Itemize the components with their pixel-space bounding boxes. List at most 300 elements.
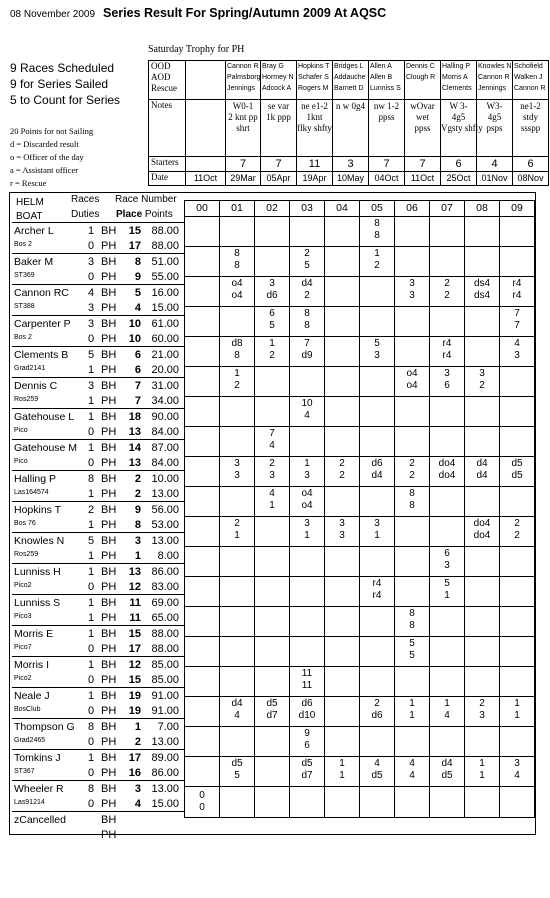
ph-result: 2 bbox=[514, 530, 520, 541]
helm-name: Knowles N bbox=[14, 535, 65, 547]
legend-rescue: r = Rescue bbox=[10, 178, 47, 188]
result-row bbox=[185, 637, 535, 667]
fleet-bh: BH bbox=[101, 256, 117, 268]
result-cell bbox=[290, 607, 325, 637]
bh-points: 16.00 bbox=[151, 287, 179, 299]
ph-result: 3 bbox=[234, 470, 240, 481]
result-cell bbox=[185, 457, 220, 487]
bh-result: 2 bbox=[234, 518, 240, 529]
races-count: 1 bbox=[88, 597, 95, 609]
result-cell bbox=[465, 757, 500, 787]
date-race-9: 08Nov bbox=[513, 172, 549, 186]
result-cell bbox=[185, 427, 220, 457]
result-cell bbox=[220, 727, 255, 757]
result-cell bbox=[290, 697, 325, 727]
boat-id: Ros259 bbox=[14, 396, 39, 403]
result-cell bbox=[500, 247, 535, 277]
bh-place: 13 bbox=[128, 566, 141, 578]
ph-result: 2 bbox=[339, 470, 345, 481]
notes-race-5: nw 1-2 ppss bbox=[369, 100, 405, 157]
race-number-8: 08 bbox=[465, 201, 500, 217]
starters-race-6: 7 bbox=[405, 157, 441, 172]
bh-result: d6 bbox=[371, 458, 383, 469]
result-cell bbox=[360, 217, 395, 247]
boat-id: ST369 bbox=[14, 272, 35, 279]
result-cell bbox=[430, 337, 465, 367]
result-cell bbox=[255, 427, 290, 457]
fleet-ph: PH bbox=[101, 333, 117, 345]
bh-result: 2 bbox=[409, 458, 415, 469]
result-cell bbox=[255, 277, 290, 307]
result-cell bbox=[395, 667, 430, 697]
result-cell bbox=[500, 547, 535, 577]
fleet-ph: PH bbox=[101, 674, 117, 686]
fleet-ph: PH bbox=[101, 240, 117, 252]
result-cell bbox=[430, 727, 465, 757]
bh-points: 89.00 bbox=[151, 752, 179, 764]
races-count: 5 bbox=[88, 535, 95, 547]
result-cell bbox=[255, 637, 290, 667]
starters-race-4: 3 bbox=[333, 157, 369, 172]
ph-result: 1 bbox=[374, 530, 380, 541]
ph-result: 6 bbox=[444, 380, 450, 391]
ph-result: 4 bbox=[514, 770, 520, 781]
bh-result: d4 bbox=[476, 458, 488, 469]
duties-count: 0 bbox=[88, 333, 95, 345]
ph-place: 2 bbox=[134, 488, 141, 500]
result-cell bbox=[430, 457, 465, 487]
ph-points: 86.00 bbox=[151, 767, 179, 779]
bh-points: 87.00 bbox=[151, 442, 179, 454]
fleet-ph: PH bbox=[101, 643, 117, 655]
fleet-bh: BH bbox=[101, 597, 117, 609]
ph-result: 3 bbox=[374, 350, 380, 361]
bh-result: 1 bbox=[479, 758, 485, 769]
races-count: 2 bbox=[88, 504, 95, 516]
result-cell bbox=[430, 427, 465, 457]
competitor-row bbox=[12, 719, 184, 749]
legend-not-sailing: 20 Points for not Sailing bbox=[10, 126, 94, 136]
result-cell bbox=[500, 457, 535, 487]
result-cell bbox=[220, 457, 255, 487]
duties-count: 1 bbox=[88, 488, 95, 500]
result-cell bbox=[430, 787, 465, 818]
ph-place: 17 bbox=[128, 643, 141, 655]
ph-place: 10 bbox=[128, 333, 141, 345]
page-title: Series Result For Spring/Autumn 2009 At AQSC bbox=[103, 6, 387, 20]
fleet-ph: PH bbox=[101, 519, 117, 531]
boat-header: BOAT bbox=[16, 211, 43, 222]
races-count: 3 bbox=[88, 256, 95, 268]
result-cell bbox=[220, 517, 255, 547]
fleet-ph: PH bbox=[101, 550, 117, 562]
ph-result: 1 bbox=[409, 710, 415, 721]
result-cell bbox=[395, 487, 430, 517]
officers-race-0 bbox=[186, 61, 226, 100]
fleet-bh: BH bbox=[101, 287, 117, 299]
result-cell bbox=[325, 277, 360, 307]
starters-race-2: 7 bbox=[261, 157, 297, 172]
bh-result: o4 bbox=[406, 368, 418, 379]
notes-label: Notes bbox=[149, 100, 186, 157]
notes-race-0 bbox=[186, 100, 226, 157]
result-row bbox=[185, 367, 535, 397]
bh-place: 18 bbox=[128, 411, 141, 423]
bh-place: 19 bbox=[128, 690, 141, 702]
helm-name: Halling P bbox=[14, 473, 57, 485]
bh-result: d5 bbox=[511, 458, 523, 469]
ph-points: 15.00 bbox=[151, 302, 179, 314]
result-cell bbox=[220, 307, 255, 337]
result-cell bbox=[220, 397, 255, 427]
ph-points: 20.00 bbox=[151, 364, 179, 376]
race-number-4: 04 bbox=[325, 201, 360, 217]
bh-result: d5 bbox=[231, 758, 243, 769]
result-cell bbox=[255, 367, 290, 397]
bh-result: 2 bbox=[444, 278, 450, 289]
ph-place: 12 bbox=[128, 581, 141, 593]
legend-assistant: a = Assistant officer bbox=[10, 165, 79, 175]
ph-place: 8 bbox=[134, 519, 141, 531]
races-count: 1 bbox=[88, 566, 95, 578]
result-cell bbox=[430, 487, 465, 517]
bh-result: 1 bbox=[269, 338, 275, 349]
result-cell bbox=[255, 307, 290, 337]
result-row bbox=[185, 757, 535, 787]
duties-count: 1 bbox=[88, 395, 95, 407]
bh-place: 7 bbox=[134, 380, 141, 392]
result-cell bbox=[325, 427, 360, 457]
duties-count: 1 bbox=[88, 364, 95, 376]
result-cell bbox=[290, 247, 325, 277]
fleet-bh: BH bbox=[101, 659, 117, 671]
bh-result: d5 bbox=[266, 698, 278, 709]
bh-result: 5 bbox=[374, 338, 380, 349]
result-cell bbox=[430, 607, 465, 637]
result-cell bbox=[360, 277, 395, 307]
helm-header: HELM bbox=[16, 197, 44, 208]
result-cell bbox=[325, 787, 360, 818]
result-cell bbox=[500, 337, 535, 367]
races-to-count: 5 to Count for Series bbox=[10, 93, 121, 107]
bh-result: ds4 bbox=[473, 278, 491, 289]
races-count: 1 bbox=[88, 659, 95, 671]
races-count: 5 bbox=[88, 349, 95, 361]
fleet-bh: BH bbox=[101, 814, 117, 826]
legend-officer: o = Officer of the day bbox=[10, 152, 84, 162]
ph-result: 4 bbox=[304, 410, 310, 421]
races-count: 1 bbox=[88, 628, 95, 640]
ph-points: 34.00 bbox=[151, 395, 179, 407]
bh-result: 3 bbox=[514, 758, 520, 769]
result-cell bbox=[290, 457, 325, 487]
bh-result: d5 bbox=[301, 758, 313, 769]
ph-place: 6 bbox=[134, 364, 141, 376]
result-cell bbox=[220, 337, 255, 367]
notes-race-1: W0-1 2 knt pp shrt bbox=[226, 100, 261, 157]
result-cell bbox=[395, 697, 430, 727]
result-cell bbox=[500, 397, 535, 427]
result-cell bbox=[325, 577, 360, 607]
result-row bbox=[185, 577, 535, 607]
result-cell bbox=[465, 547, 500, 577]
starters-race-3: 11 bbox=[297, 157, 333, 172]
result-cell bbox=[255, 547, 290, 577]
ph-result: 1 bbox=[514, 710, 520, 721]
result-cell bbox=[360, 517, 395, 547]
result-cell bbox=[465, 697, 500, 727]
bh-result: 8 bbox=[304, 308, 310, 319]
result-cell bbox=[255, 517, 290, 547]
boat-id: Ros259 bbox=[14, 551, 39, 558]
result-cell bbox=[325, 367, 360, 397]
bh-result: 1 bbox=[339, 758, 345, 769]
result-cell bbox=[185, 637, 220, 667]
notes-race-9: ne1-2 stdy ssspp bbox=[513, 100, 549, 157]
bh-result: 3 bbox=[444, 368, 450, 379]
bh-result: 4 bbox=[269, 488, 275, 499]
result-cell bbox=[430, 277, 465, 307]
race-number-5: 05 bbox=[360, 201, 395, 217]
result-cell bbox=[430, 667, 465, 697]
duties-count: 3 bbox=[88, 302, 95, 314]
date-race-5: 04Oct bbox=[369, 172, 405, 186]
duties-count: 0 bbox=[88, 798, 95, 810]
ph-result: 2 bbox=[234, 380, 240, 391]
result-cell bbox=[255, 577, 290, 607]
result-cell bbox=[325, 457, 360, 487]
race-number-6: 06 bbox=[395, 201, 430, 217]
result-cell bbox=[430, 367, 465, 397]
result-cell bbox=[360, 247, 395, 277]
ph-result: 5 bbox=[234, 770, 240, 781]
races-count: 8 bbox=[88, 721, 95, 733]
result-cell bbox=[430, 307, 465, 337]
starters-race-1: 7 bbox=[226, 157, 261, 172]
result-cell bbox=[500, 697, 535, 727]
ph-place: 13 bbox=[128, 457, 141, 469]
duties-count: 1 bbox=[88, 612, 95, 624]
result-cell bbox=[290, 637, 325, 667]
ph-points: 91.00 bbox=[151, 705, 179, 717]
bh-points: 86.00 bbox=[151, 566, 179, 578]
ph-result: 3 bbox=[339, 530, 345, 541]
bh-result: 3 bbox=[304, 518, 310, 529]
bh-result: 2 bbox=[269, 458, 275, 469]
bh-result: 3 bbox=[269, 278, 275, 289]
officers-race-3: Hopkins T Schafer S Rogers M bbox=[297, 61, 333, 100]
result-row bbox=[185, 517, 535, 547]
bh-result: 2 bbox=[339, 458, 345, 469]
bh-result: 7 bbox=[304, 338, 310, 349]
result-cell bbox=[500, 487, 535, 517]
result-cell bbox=[325, 517, 360, 547]
fleet-bh: BH bbox=[101, 690, 117, 702]
result-cell bbox=[220, 367, 255, 397]
date-race-8: 01Nov bbox=[477, 172, 513, 186]
result-cell bbox=[220, 487, 255, 517]
result-cell bbox=[360, 697, 395, 727]
result-cell bbox=[500, 427, 535, 457]
bh-points: 88.00 bbox=[151, 628, 179, 640]
result-row bbox=[185, 217, 535, 247]
competitor-row bbox=[12, 781, 184, 811]
result-cell bbox=[290, 577, 325, 607]
starters-race-8: 4 bbox=[477, 157, 513, 172]
helm-name: Carpenter P bbox=[14, 318, 71, 330]
bh-points: 85.00 bbox=[151, 659, 179, 671]
races-count: 1 bbox=[88, 411, 95, 423]
result-cell bbox=[395, 787, 430, 818]
result-cell bbox=[185, 337, 220, 367]
ph-result: 8 bbox=[234, 260, 240, 271]
duties-count: 0 bbox=[88, 271, 95, 283]
ph-points: 55.00 bbox=[151, 271, 179, 283]
date-race-1: 29Mar bbox=[226, 172, 261, 186]
fleet-bh: BH bbox=[101, 628, 117, 640]
date-race-3: 19Apr bbox=[297, 172, 333, 186]
fleet-ph: PH bbox=[101, 457, 117, 469]
starters-race-9: 6 bbox=[513, 157, 549, 172]
result-cell bbox=[290, 667, 325, 697]
result-cell bbox=[185, 787, 220, 818]
starters-race-0 bbox=[186, 157, 226, 172]
bh-points: 10.00 bbox=[151, 473, 179, 485]
bh-result: 1 bbox=[514, 698, 520, 709]
result-cell bbox=[500, 367, 535, 397]
result-cell bbox=[185, 607, 220, 637]
helm-name: Lunniss H bbox=[14, 566, 61, 578]
ph-place: 13 bbox=[128, 426, 141, 438]
result-cell bbox=[290, 427, 325, 457]
helm-name: Neale J bbox=[14, 690, 50, 702]
ph-place: 1 bbox=[134, 550, 141, 562]
result-row bbox=[185, 697, 535, 727]
ph-result: o4 bbox=[406, 380, 418, 391]
result-cell bbox=[465, 397, 500, 427]
trophy-name: Saturday Trophy for PH bbox=[148, 44, 245, 55]
date-race-6: 11Oct bbox=[405, 172, 441, 186]
bh-place: 15 bbox=[128, 225, 141, 237]
officers-race-2: Bray G Hormey N Adcock A bbox=[261, 61, 297, 100]
legend-discarded: d = Discarded result bbox=[10, 139, 79, 149]
result-cell bbox=[360, 397, 395, 427]
ph-result: 3 bbox=[409, 290, 415, 301]
ph-result: 4 bbox=[444, 710, 450, 721]
result-cell bbox=[360, 427, 395, 457]
bh-points: 7.00 bbox=[157, 721, 179, 733]
competitor-row bbox=[12, 657, 184, 687]
result-cell bbox=[395, 517, 430, 547]
result-cell bbox=[185, 547, 220, 577]
result-cell bbox=[430, 397, 465, 427]
ph-result: 1 bbox=[269, 500, 275, 511]
bh-place: 14 bbox=[128, 442, 141, 454]
competitor-row bbox=[12, 223, 184, 253]
result-cell bbox=[255, 667, 290, 697]
bh-place: 11 bbox=[129, 597, 141, 609]
ph-result: 8 bbox=[234, 350, 240, 361]
ph-result: 2 bbox=[374, 260, 380, 271]
result-cell bbox=[325, 217, 360, 247]
duties-count: 1 bbox=[88, 519, 95, 531]
result-cell bbox=[220, 697, 255, 727]
result-cell bbox=[290, 307, 325, 337]
races-header: Races bbox=[71, 194, 100, 205]
result-cell bbox=[395, 367, 430, 397]
bh-result: 2 bbox=[304, 248, 310, 259]
ph-result: 3 bbox=[269, 470, 275, 481]
result-cell bbox=[430, 577, 465, 607]
races-scheduled: 9 Races Scheduled bbox=[10, 61, 115, 75]
cancelled-row bbox=[185, 787, 535, 818]
helm-name: Archer L bbox=[14, 225, 54, 237]
bh-result: 5 bbox=[409, 638, 415, 649]
competitor-row bbox=[12, 688, 184, 718]
result-cell bbox=[220, 787, 255, 818]
bh-result: 4 bbox=[409, 758, 415, 769]
bh-place: 2 bbox=[134, 473, 141, 485]
result-cell bbox=[500, 517, 535, 547]
result-cell bbox=[290, 487, 325, 517]
result-cell bbox=[500, 307, 535, 337]
ph-points: 53.00 bbox=[151, 519, 179, 531]
result-cell bbox=[465, 607, 500, 637]
ph-points: 88.00 bbox=[151, 240, 179, 252]
bh-result: 2 bbox=[479, 698, 485, 709]
result-cell bbox=[465, 637, 500, 667]
ph-place: 17 bbox=[128, 240, 141, 252]
date-label: Date bbox=[149, 172, 186, 186]
result-cell bbox=[185, 577, 220, 607]
helm-name: Morris E bbox=[14, 628, 54, 640]
ph-result: 4 bbox=[269, 440, 275, 451]
result-cell bbox=[220, 547, 255, 577]
date-race-2: 05Apr bbox=[261, 172, 297, 186]
bh-points: 21.00 bbox=[151, 349, 179, 361]
ph-result: r4 bbox=[512, 290, 522, 301]
fleet-bh: BH bbox=[101, 566, 117, 578]
result-cell bbox=[325, 547, 360, 577]
result-cell bbox=[185, 727, 220, 757]
ph-result: 1 bbox=[479, 770, 485, 781]
result-cell bbox=[220, 247, 255, 277]
officers-race-4: Bridges L Addauche Barnett D bbox=[333, 61, 369, 100]
fleet-ph: PH bbox=[101, 829, 117, 841]
result-cell bbox=[395, 307, 430, 337]
result-cell bbox=[430, 517, 465, 547]
ph-place: 4 bbox=[134, 302, 141, 314]
ph-result: d6 bbox=[371, 710, 383, 721]
result-cell bbox=[220, 277, 255, 307]
fleet-ph: PH bbox=[101, 302, 117, 314]
result-cell bbox=[325, 307, 360, 337]
result-cell bbox=[220, 637, 255, 667]
duties-count: 0 bbox=[88, 705, 95, 717]
fleet-bh: BH bbox=[101, 442, 117, 454]
result-cell bbox=[430, 757, 465, 787]
officers-race-7: Halling P Morris A Clements bbox=[441, 61, 477, 100]
result-row bbox=[185, 337, 535, 367]
ph-points: 88.00 bbox=[151, 643, 179, 655]
ph-result: r4 bbox=[442, 350, 452, 361]
boat-id: Bos 76 bbox=[14, 520, 36, 527]
result-cell bbox=[465, 577, 500, 607]
ph-result: d7 bbox=[301, 770, 313, 781]
ph-result: d9 bbox=[301, 350, 313, 361]
races-count: 8 bbox=[88, 783, 95, 795]
races-count: 1 bbox=[88, 752, 95, 764]
